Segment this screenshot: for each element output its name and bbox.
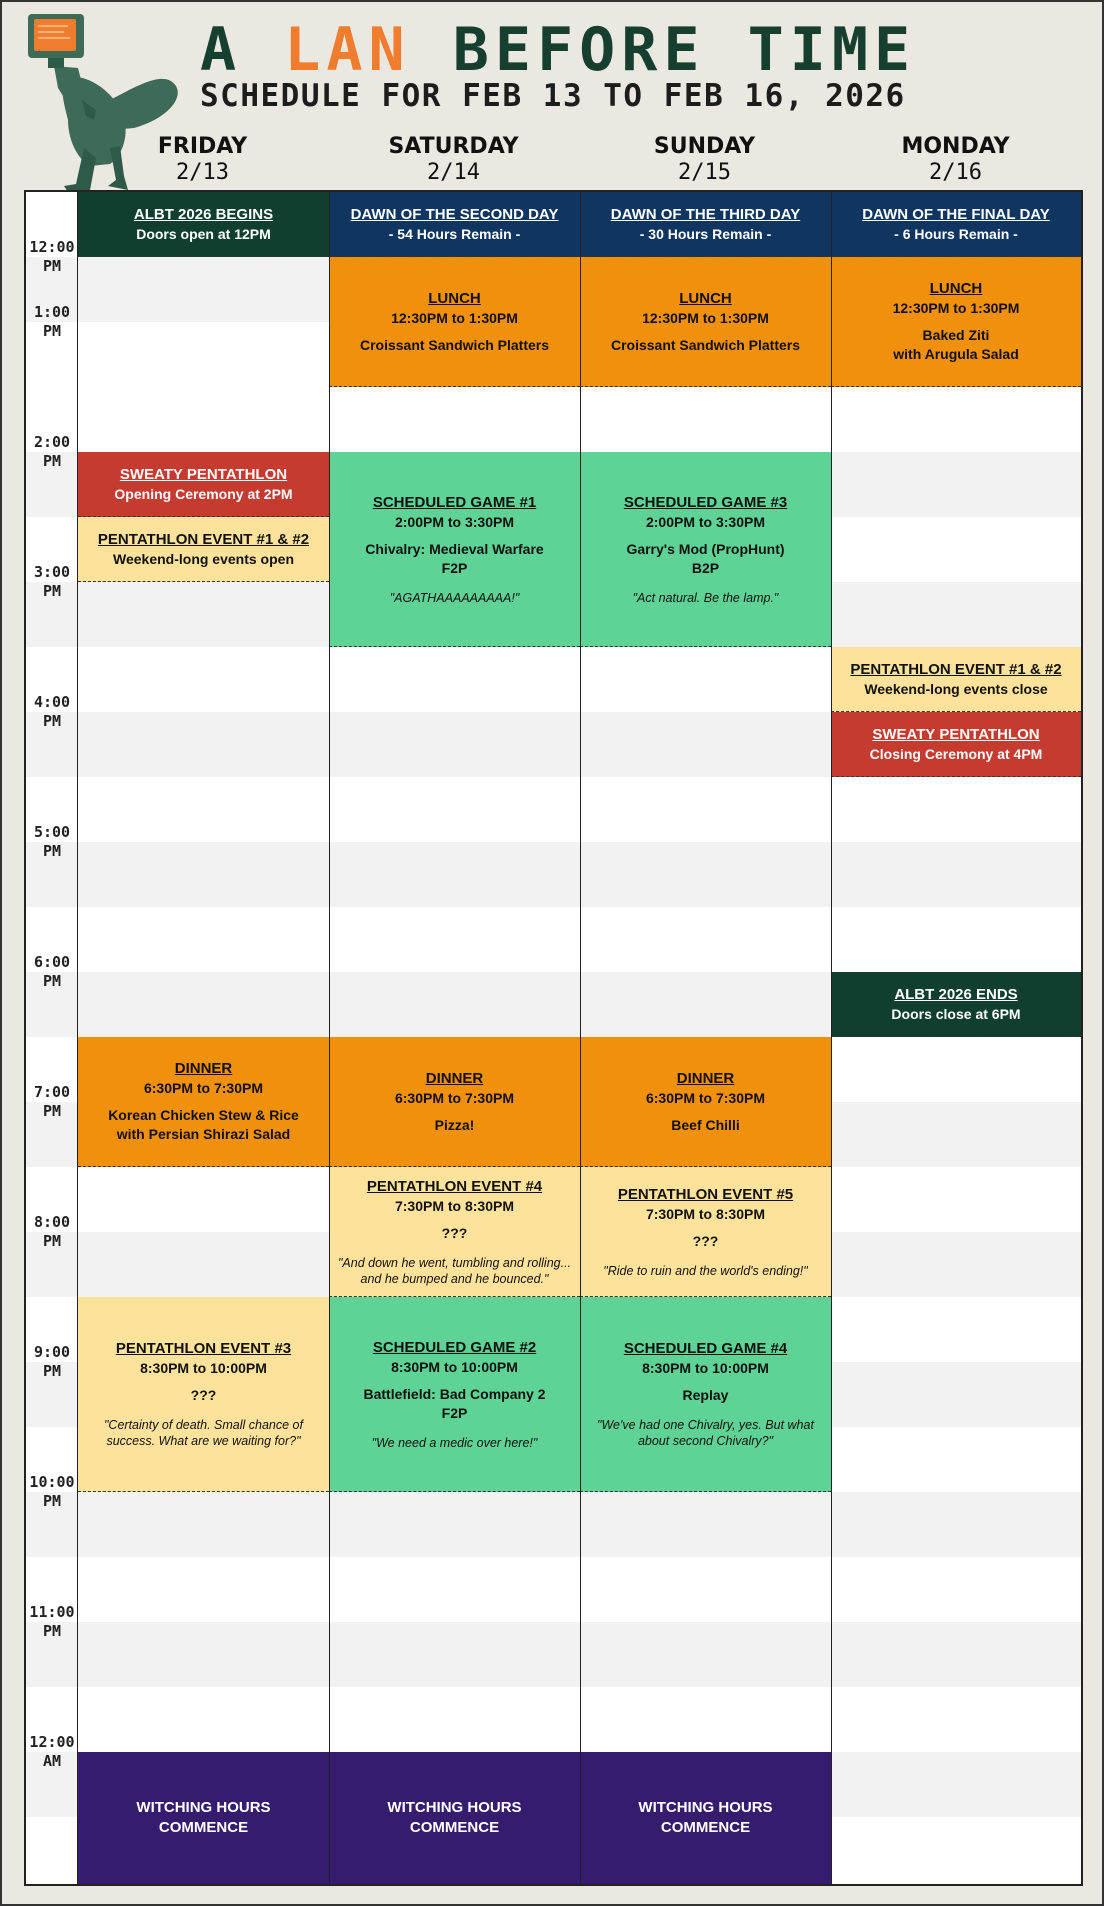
event-subtitle: Opening Ceremony at 2PM: [114, 485, 293, 502]
event-time: 2:00PM to 3:30PM: [645, 513, 766, 530]
event-title: DINNER: [174, 1060, 233, 1077]
event-time: 8:30PM to 10:00PM: [140, 1360, 267, 1376]
event-quote: "Act natural. Be the lamp.": [632, 590, 779, 605]
event-dawn-final-day: [831, 192, 1081, 257]
event-lunch: [580, 257, 831, 387]
event-subtitle: Weekend-long events close: [864, 680, 1048, 697]
time-label: 2:00 PM: [33, 433, 71, 470]
event-title: SCHEDULED GAME #4: [623, 1340, 788, 1357]
time-label: 10:00 PM: [29, 1473, 75, 1510]
event-pentathlon-4: [329, 1167, 580, 1297]
event-title: PENTATHLON EVENT #3: [115, 1340, 292, 1357]
event-subtitle: Doors close at 6PM: [891, 1005, 1021, 1022]
event-dinner: [329, 1037, 580, 1167]
column-divider: [580, 192, 581, 1884]
event-pentathlon-5: [580, 1167, 831, 1297]
event-menu: Korean Chicken Stew & Rice with Persian Shirazi Salad: [108, 1107, 299, 1142]
event-time: 8:30PM to 10:00PM: [642, 1360, 769, 1376]
day-name: FRIDAY: [157, 134, 248, 159]
event-witching-hours: [78, 1752, 329, 1884]
event-title: PENTATHLON EVENT #1 & #2: [97, 530, 310, 548]
day-date: 2/15: [678, 160, 731, 185]
time-label: 9:00 PM: [33, 1343, 71, 1380]
event-scheduled-game-2: [329, 1297, 580, 1492]
event-quote: "Certainty of death. Small chance of success. What are we waiting for?": [104, 1418, 303, 1448]
event-albt-begins: [78, 192, 329, 257]
event-title: WITCHING HOURS COMMENCE: [136, 1799, 271, 1836]
event-game: Chivalry: Medieval Warfare F2P: [365, 540, 544, 576]
day-header-saturday: [328, 134, 579, 186]
event-subtitle: - 30 Hours Remain -: [639, 225, 772, 242]
event-subtitle: Doors open at 12PM: [136, 225, 271, 242]
event-title: SCHEDULED GAME #2: [372, 1338, 537, 1356]
event-dawn-second-day: [329, 192, 580, 257]
event-title: SWEATY PENTATHLON: [872, 725, 1040, 743]
event-title: DAWN OF THE FINAL DAY: [862, 205, 1050, 223]
time-column: [26, 192, 78, 1884]
event-title: PENTATHLON EVENT #4: [366, 1177, 543, 1195]
event-pentathlon-1-2-open: [78, 517, 329, 582]
event-quote: "AGATHAAAAAAAAA!": [389, 590, 520, 605]
time-label: 4:00 PM: [33, 693, 71, 730]
event-witching-hours: [329, 1752, 580, 1884]
event-quote: "And down he went, tumbling and rolling... and he bumped and he bounced.": [337, 1255, 572, 1286]
event-title: SWEATY PENTATHLON: [119, 465, 288, 483]
event-dinner: [580, 1037, 831, 1167]
event-scheduled-game-3: [580, 452, 831, 647]
time-label: 6:00 PM: [33, 953, 71, 990]
event-scheduled-game-1: [329, 452, 580, 647]
day-name: MONDAY: [901, 134, 1010, 159]
event-time: 6:30PM to 7:30PM: [394, 1089, 515, 1106]
event-menu: Beef Chilli: [671, 1116, 740, 1133]
event-time: 7:30PM to 8:30PM: [394, 1197, 515, 1214]
event-subtitle: Weekend-long events open: [113, 550, 294, 567]
event-game: Garry's Mod (PropHunt) B2P: [626, 540, 785, 576]
day-date: 2/16: [929, 160, 982, 185]
event-menu: Croissant Sandwich Platters: [610, 336, 801, 353]
time-label: 12:00 PM: [29, 238, 75, 275]
event-time: 12:30PM to 1:30PM: [642, 309, 769, 326]
row-band-shaded: [26, 1622, 1081, 1687]
event-game: ???: [692, 1232, 719, 1249]
event-time: 7:30PM to 8:30PM: [645, 1205, 766, 1222]
day-header-sunday: [579, 134, 830, 186]
event-title: LUNCH: [929, 280, 983, 297]
event-scheduled-game-4: [580, 1297, 831, 1492]
schedule-subtitle: SCHEDULE FOR FEB 13 TO FEB 16, 2026: [200, 78, 906, 114]
event-title: LUNCH: [679, 289, 732, 307]
event-witching-hours: [580, 1752, 831, 1884]
day-header-friday: [77, 134, 328, 186]
event-quote: "Ride to ruin and the world's ending!": [603, 1263, 808, 1278]
event-title: WITCHING HOURS COMMENCE: [638, 1799, 773, 1836]
day-name: SUNDAY: [653, 134, 756, 159]
event-title: [200, 16, 1082, 84]
event-title: DINNER: [425, 1069, 484, 1087]
title-highlight-lan: LAN: [284, 15, 411, 85]
event-title: ALBT 2026 ENDS: [894, 985, 1018, 1003]
event-title: PENTATHLON EVENT #5: [617, 1185, 794, 1203]
event-menu: Croissant Sandwich Platters: [359, 336, 550, 353]
time-label: 3:00 PM: [33, 563, 71, 600]
event-time: 2:00PM to 3:30PM: [394, 513, 515, 530]
event-title: DAWN OF THE THIRD DAY: [610, 205, 801, 223]
event-pentathlon-closing: [831, 712, 1081, 777]
event-title: ALBT 2026 BEGINS: [133, 205, 274, 223]
event-menu: Pizza!: [434, 1116, 475, 1133]
event-pentathlon-1-2-close: [831, 647, 1081, 712]
event-quote: "We've had one Chivalry, yes. But what about second Chivalry?": [597, 1418, 814, 1448]
event-title: PENTATHLON EVENT #1 & #2: [850, 660, 1062, 678]
event-dawn-third-day: [580, 192, 831, 257]
event-title: LUNCH: [428, 289, 481, 307]
event-time: 6:30PM to 7:30PM: [645, 1089, 766, 1106]
event-pentathlon-opening: [78, 452, 329, 517]
event-dinner: [78, 1037, 329, 1167]
event-subtitle: - 6 Hours Remain -: [894, 225, 1018, 242]
time-label: 11:00 PM: [29, 1603, 75, 1640]
event-lunch: [329, 257, 580, 387]
event-time: 12:30PM to 1:30PM: [391, 309, 518, 326]
event-title: SCHEDULED GAME #1: [372, 493, 537, 511]
event-subtitle: Closing Ceremony at 4PM: [869, 745, 1043, 762]
event-game: ???: [190, 1387, 217, 1403]
time-label: 7:00 PM: [33, 1083, 71, 1120]
event-game: Replay: [682, 1387, 729, 1403]
event-title: DAWN OF THE SECOND DAY: [350, 205, 559, 223]
event-subtitle: - 54 Hours Remain -: [388, 225, 521, 242]
time-label: 1:00 PM: [33, 303, 71, 340]
event-lunch: [831, 257, 1081, 387]
event-quote: "We need a medic over here!": [371, 1435, 538, 1450]
event-time: 12:30PM to 1:30PM: [892, 300, 1020, 316]
title-part-a: A: [200, 15, 243, 85]
event-time: 6:30PM to 7:30PM: [143, 1080, 264, 1096]
event-title: WITCHING HOURS COMMENCE: [387, 1799, 522, 1836]
event-title: SCHEDULED GAME #3: [623, 493, 788, 511]
column-divider: [329, 192, 330, 1884]
schedule-grid: [24, 190, 1083, 1886]
day-name: SATURDAY: [388, 134, 519, 159]
day-date: 2/14: [427, 160, 480, 185]
day-date: 2/13: [176, 160, 229, 185]
title-part-before-time: BEFORE TIME: [452, 15, 917, 85]
event-albt-ends: [831, 972, 1081, 1037]
time-label: 5:00 PM: [33, 823, 71, 860]
column-divider: [831, 192, 832, 1884]
event-game: ???: [441, 1224, 468, 1241]
row-band-shaded: [26, 842, 1081, 907]
event-pentathlon-3: [78, 1297, 329, 1492]
event-menu: Baked Ziti with Arugula Salad: [893, 327, 1019, 362]
time-label: 12:00 AM: [29, 1733, 75, 1770]
time-label: 8:00 PM: [33, 1213, 71, 1250]
event-time: 8:30PM to 10:00PM: [391, 1358, 518, 1375]
day-header-monday: [830, 134, 1081, 186]
event-title: DINNER: [676, 1069, 735, 1087]
event-game: Battlefield: Bad Company 2 F2P: [363, 1385, 546, 1421]
row-band-shaded: [26, 1492, 1081, 1557]
